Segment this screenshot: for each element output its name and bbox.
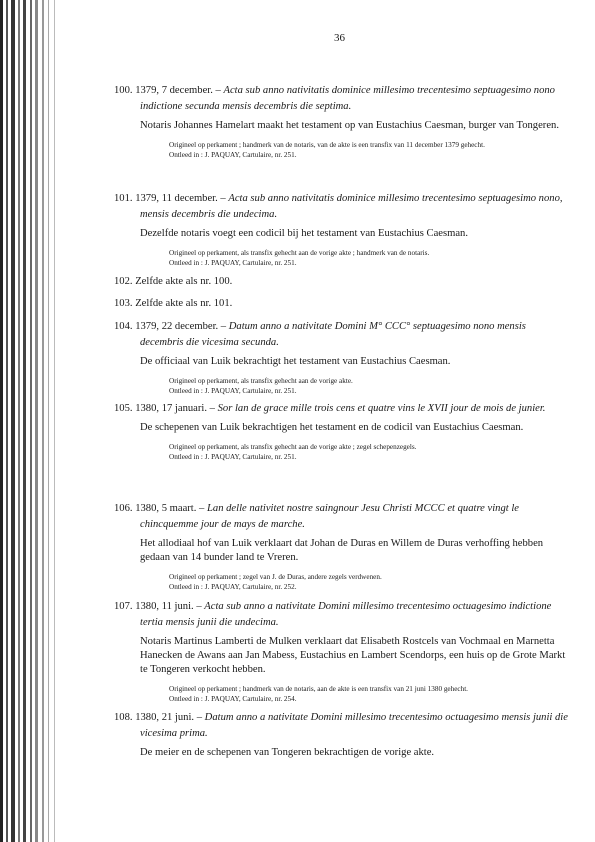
- scan-binding-edge: [0, 0, 60, 842]
- entry-number: 105.: [114, 403, 133, 414]
- entry-101: [114, 191, 570, 268]
- latin-dating-clause: Acta sub anno a nativitate Domini millesimo trecentesimo octuagesimo indictione tertia mensis junii die undecima.: [140, 601, 552, 628]
- latin-dating-clause: Acta sub anno nativitatis dominice millesimo trecentesimo septuagesimo nono indictione secunda mensis decembris die septima.: [140, 85, 555, 112]
- entry-heading: [114, 710, 570, 742]
- entry-heading: [114, 191, 570, 223]
- regest-text: Het allodiaal hof van Luik verklaart dat Johan de Duras en Willem de Duras verhoffing hebben gedaan van 14 bunder land te Vreren.: [140, 538, 544, 563]
- regest-text: Zelfde akte als nr. 101.: [135, 298, 233, 309]
- entry-heading: [114, 83, 570, 115]
- source-note: [169, 376, 570, 396]
- latin-dating-clause: Lan delle nativitet nostre saingnour Jesu Christi MCCC et quatre vingt le chincquemme jour de mays de marche.: [140, 503, 520, 530]
- entry-heading: [114, 319, 570, 351]
- entry-heading: [114, 401, 570, 417]
- latin-dating-clause: Datum anno a nativitate Domini M° CCC° septuagesimo nono mensis decembris die vicesima secunda.: [140, 321, 526, 348]
- source-note: [169, 572, 570, 592]
- entry-number: 104.: [114, 321, 133, 332]
- regest-text: De schepenen van Luik bekrachtigen het testament en de codicil van Eustachius Caesman.: [140, 422, 524, 433]
- regest-text: Notaris Martinus Lamberti de Mulken verklaart dat Elisabeth Rostcels van Vochmaal en Marnetta Hanecken de Awans aan Jan Mabess, Eustachius en Lambert Scendorps, een huis op de Grote Markt te Tongeren verkocht hebben.: [140, 636, 566, 675]
- entry-number: 102.: [114, 276, 133, 287]
- entry-108: [114, 710, 570, 760]
- source-note: [169, 140, 570, 160]
- entry-number: 101.: [114, 193, 133, 204]
- entry-date: 1379, 11 december. –: [135, 193, 226, 204]
- archival-description: Origineel op perkament, als transfix gehecht aan de vorige akte ; zegel schepenzegels.: [169, 443, 417, 451]
- entry-number: 103.: [114, 298, 133, 309]
- entry-heading: [114, 599, 570, 631]
- latin-dating-clause: Datum anno a nativitate Domini millesimo trecentesimo octuagesimo mensis junii die vicesima prima.: [140, 712, 568, 739]
- edition-reference: Ontleed in : J. PAQUAY, Cartulaire, nr. 251.: [169, 259, 297, 267]
- regest-text: Zelfde akte als nr. 100.: [135, 276, 233, 287]
- entry-number: 107.: [114, 601, 133, 612]
- archival-description: Origineel op perkament ; zegel van J. de Duras, andere zegels verdwenen.: [169, 573, 382, 581]
- entry-date: 1380, 21 juni. –: [135, 712, 203, 723]
- entry-date: 1379, 22 december. –: [135, 321, 227, 332]
- entry-102: [114, 274, 570, 290]
- page-number: 36: [334, 32, 345, 44]
- edition-reference: Ontleed in : J. PAQUAY, Cartulaire, nr. 254.: [169, 695, 297, 703]
- entry-103: [114, 296, 570, 312]
- entry-number: 106.: [114, 503, 133, 514]
- entry-number: 100.: [114, 85, 133, 96]
- entry-heading: [114, 296, 570, 312]
- edition-reference: Ontleed in : J. PAQUAY, Cartulaire, nr. 251.: [169, 453, 297, 461]
- source-note: [169, 442, 570, 462]
- entry-heading: [114, 274, 570, 290]
- archival-description: Origineel op perkament ; handmerk van de notaris, van de akte is een transfix van 11 december 1379 gehecht.: [169, 141, 485, 149]
- entry-date: 1380, 11 juni. –: [135, 601, 202, 612]
- entry-104: [114, 319, 570, 396]
- archival-description: Origineel op perkament, als transfix gehecht aan de vorige akte ; handmerk van de notaris.: [169, 249, 430, 257]
- latin-dating-clause: Sor lan de grace mille trois cens et quatre vins le XVII jour de mois de junier.: [217, 403, 546, 414]
- entry-106: [114, 501, 570, 592]
- entry-107: [114, 599, 570, 704]
- archival-description: Origineel op perkament ; handmerk van de notaris, aan de akte is een transfix van 21 juni 1380 gehecht.: [169, 685, 468, 693]
- entry-date: 1380, 17 januari. –: [135, 403, 215, 414]
- regest-text: De officiaal van Luik bekrachtigt het testament van Eustachius Caesman.: [140, 356, 451, 367]
- regest-text: Notaris Johannes Hamelart maakt het testament op van Eustachius Caesman, burger van Tongeren.: [140, 120, 559, 131]
- edition-reference: Ontleed in : J. PAQUAY, Cartulaire, nr. 251.: [169, 151, 297, 159]
- regest-text: Dezelfde notaris voegt een codicil bij het testament van Eustachius Caesman.: [140, 228, 469, 239]
- latin-dating-clause: Acta sub anno nativitatis dominice millesimo trecentesimo septuagesimo nono, mensis decembris die undecima.: [140, 193, 563, 220]
- edition-reference: Ontleed in : J. PAQUAY, Cartulaire, nr. 251.: [169, 387, 297, 395]
- edition-reference: Ontleed in : J. PAQUAY, Cartulaire, nr. 252.: [169, 583, 297, 591]
- archival-description: Origineel op perkament, als transfix gehecht aan de vorige akte.: [169, 377, 353, 385]
- entry-date: 1380, 5 maart. –: [135, 503, 205, 514]
- entry-105: [114, 401, 570, 462]
- entry-heading: [114, 501, 570, 533]
- entry-number: 108.: [114, 712, 133, 723]
- entry-date: 1379, 7 december. –: [135, 85, 221, 96]
- regest-text: De meier en de schepenen van Tongeren bekrachtigen de vorige akte.: [140, 747, 435, 758]
- source-note: [169, 248, 570, 268]
- source-note: [169, 684, 570, 704]
- entry-100: [114, 83, 570, 160]
